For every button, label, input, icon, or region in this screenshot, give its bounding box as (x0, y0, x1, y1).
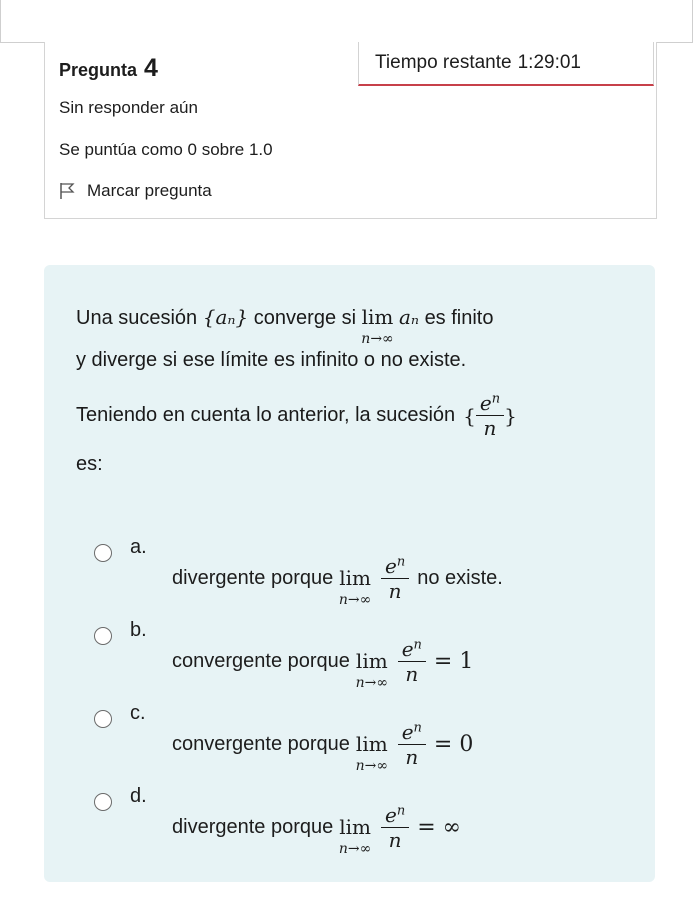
lim-subscript: n→∞ (355, 675, 389, 691)
fraction-numerator (398, 720, 426, 744)
limit-expression (338, 566, 372, 608)
radio-button[interactable] (94, 627, 112, 645)
option-label: convergente porque (172, 650, 350, 672)
question-text-part: converge si (253, 307, 357, 329)
numer-base: e (385, 803, 397, 827)
option-text (172, 554, 503, 608)
numer-exponent: n (396, 803, 406, 819)
fraction-e-n-over-n (476, 391, 504, 440)
question-label: Pregunta (59, 60, 138, 80)
option-tail-text: no existe. (417, 567, 503, 589)
question-text-part: Teniendo en cuenta lo anterior, la sucesión (76, 404, 456, 426)
brace-close: } (504, 403, 517, 428)
brace-open: { (463, 403, 476, 428)
option-letter: b. (130, 619, 147, 641)
question-title (59, 54, 158, 83)
question-line-3 (76, 391, 517, 440)
numer-base: e (385, 554, 397, 578)
limit-expression (338, 815, 372, 857)
lim-subscript: n→∞ (338, 592, 372, 608)
question-content (44, 265, 655, 882)
lim-word: lim (339, 566, 371, 590)
sequence-a-n: {aₙ} (202, 305, 249, 329)
lim-subscript: n→∞ (338, 841, 372, 857)
option-letter: d. (130, 785, 147, 807)
option-label: divergente porque (172, 567, 334, 589)
numer-exponent: n (491, 391, 501, 407)
fraction-e-n-over-n (398, 720, 426, 769)
lim-word: lim (361, 305, 394, 329)
fraction-e-n-over-n (398, 637, 426, 686)
radio-button[interactable] (94, 710, 112, 728)
answer-option-c[interactable] (94, 698, 634, 774)
numer-exponent: n (413, 720, 422, 736)
fraction-denominator: n (381, 827, 409, 852)
question-line-1 (76, 305, 494, 347)
flag-question-label: Marcar pregunta (87, 181, 212, 200)
fraction-e-n-over-n (381, 803, 409, 852)
fraction-denominator: n (398, 661, 426, 686)
option-text (172, 637, 474, 691)
fraction-numerator (476, 391, 504, 415)
lim-word: lim (355, 649, 388, 673)
fraction-numerator (381, 803, 409, 827)
answer-status: Sin responder aún (59, 98, 198, 117)
term-a-n: aₙ (398, 305, 419, 329)
flag-question-button[interactable] (59, 181, 212, 201)
window-edge-left (0, 0, 1, 42)
option-equals-value: = 1 (433, 649, 474, 674)
fraction-denominator: n (381, 578, 409, 603)
numer-base: e (401, 720, 414, 744)
numer-exponent: n (396, 554, 406, 570)
lim-subscript: n→∞ (361, 331, 394, 347)
flag-icon (59, 182, 75, 200)
grade-info: Se puntúa como 0 sobre 1.0 (59, 140, 273, 159)
question-text-part: es finito (424, 307, 494, 329)
answer-option-d[interactable] (94, 781, 634, 857)
fraction-denominator: n (476, 415, 504, 440)
lim-word: lim (339, 815, 371, 839)
question-text-part: Una sucesión (76, 307, 198, 329)
timer-label: Tiempo restante (375, 52, 512, 73)
option-letter: c. (130, 702, 146, 724)
radio-button[interactable] (94, 793, 112, 811)
lim-subscript: n→∞ (355, 758, 389, 774)
limit-expression (355, 732, 389, 774)
option-label: convergente porque (172, 733, 350, 755)
option-equals-value: = 0 (433, 732, 474, 757)
question-line-2: y diverge si ese límite es infinito o no existe. (76, 349, 467, 371)
lim-word: lim (355, 732, 388, 756)
timer-panel (358, 42, 654, 86)
numer-exponent: n (413, 637, 422, 653)
question-number: 4 (144, 54, 158, 82)
option-equals-value: = ∞ (417, 815, 461, 840)
fraction-denominator: n (398, 744, 426, 769)
option-text (172, 720, 474, 774)
numer-base: e (401, 637, 414, 661)
fraction-e-n-over-n (381, 554, 409, 603)
limit-expression (355, 649, 389, 691)
option-text (172, 803, 461, 857)
timer-value: 1:29:01 (517, 52, 581, 73)
option-label: divergente porque (172, 816, 334, 838)
limit-expression (361, 305, 394, 347)
radio-button[interactable] (94, 544, 112, 562)
option-letter: a. (130, 536, 147, 558)
fraction-numerator (398, 637, 426, 661)
numer-base: e (479, 391, 492, 415)
answer-option-b[interactable] (94, 615, 634, 691)
fraction-numerator (381, 554, 409, 578)
answer-option-a[interactable] (94, 532, 634, 608)
question-line-4: es: (76, 453, 103, 475)
